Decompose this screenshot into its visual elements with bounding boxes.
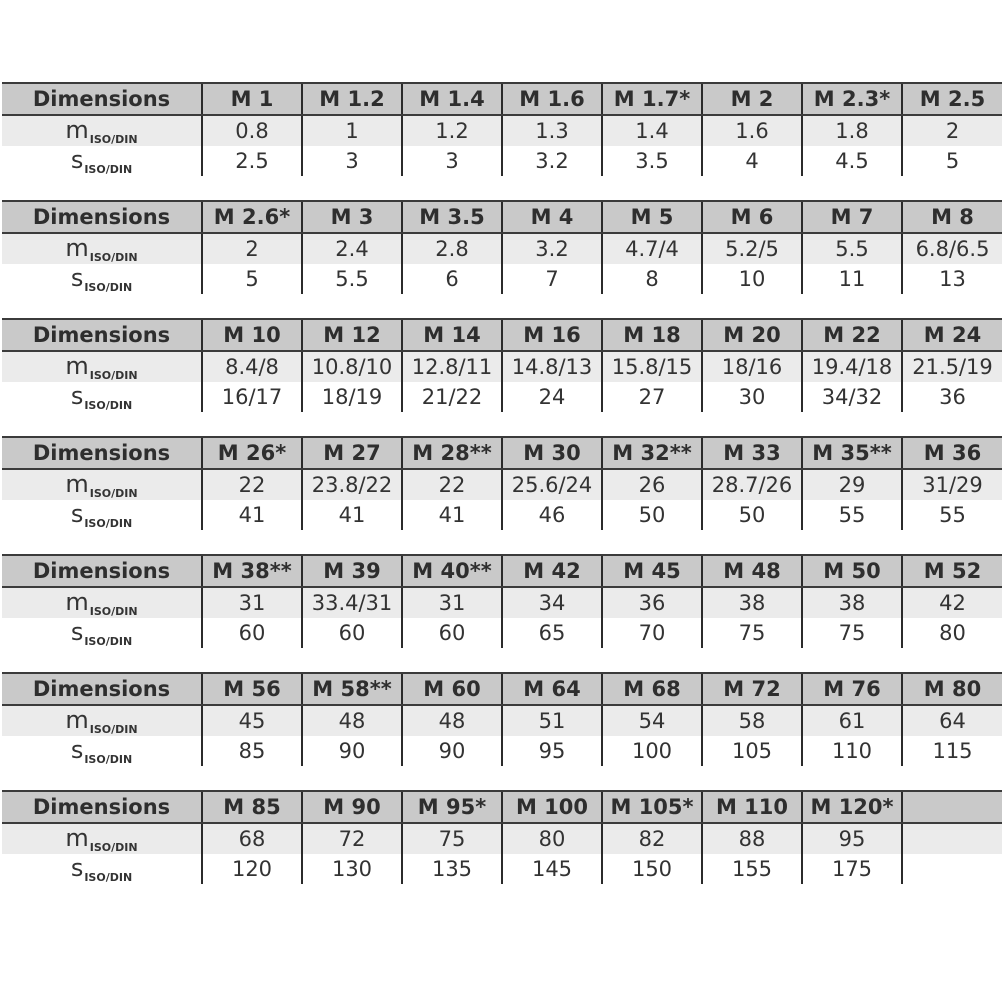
s-value-cell: 24: [502, 382, 602, 412]
s-value-cell: 46: [502, 500, 602, 530]
thread-size-cell: M 56: [202, 673, 302, 705]
m-symbol: m: [65, 588, 89, 616]
m-value-cell: 1.2: [402, 115, 502, 146]
thread-size-cell: M 1.6: [502, 83, 602, 115]
s-value-cell: 135: [402, 854, 502, 884]
thread-size-cell: M 110: [702, 791, 802, 823]
iso-din-subscript: ISO/DIN: [89, 841, 138, 854]
m-value-cell: 95: [802, 823, 902, 854]
dimension-table: [2, 672, 1002, 766]
iso-din-subscript: ISO/DIN: [89, 133, 138, 146]
dimension-block: [2, 82, 1002, 176]
thread-size-cell: M 50: [802, 555, 902, 587]
s-value-cell: 85: [202, 736, 302, 766]
s-value-cell: 55: [902, 500, 1002, 530]
thread-size-cell: M 36: [902, 437, 1002, 469]
m-value-cell: 82: [602, 823, 702, 854]
s-iso-din-label: [2, 736, 202, 766]
s-value-cell: 110: [802, 736, 902, 766]
s-value-cell: 120: [202, 854, 302, 884]
m-symbol: m: [65, 824, 89, 852]
width-across-flats-row: [2, 500, 1002, 530]
nut-height-row: [2, 705, 1002, 736]
iso-din-subscript: ISO/DIN: [89, 487, 138, 500]
m-value-cell: 1.4: [602, 115, 702, 146]
m-symbol: m: [65, 234, 89, 262]
dimension-table: [2, 82, 1002, 176]
thread-size-cell: M 80: [902, 673, 1002, 705]
size-header-row: [2, 201, 1002, 233]
m-iso-din-label: [2, 115, 202, 146]
thread-size-cell: M 12: [302, 319, 402, 351]
m-value-cell: 1: [302, 115, 402, 146]
dimensions-label: Dimensions: [2, 791, 202, 823]
thread-size-cell: M 27: [302, 437, 402, 469]
m-value-cell: 34: [502, 587, 602, 618]
s-value-cell: 41: [402, 500, 502, 530]
thread-size-cell: M 72: [702, 673, 802, 705]
thread-size-cell: M 45: [602, 555, 702, 587]
nut-height-row: [2, 823, 1002, 854]
thread-size-cell: M 10: [202, 319, 302, 351]
m-symbol: m: [65, 116, 89, 144]
s-value-cell: 13: [902, 264, 1002, 294]
m-value-cell: 88: [702, 823, 802, 854]
iso-din-subscript: ISO/DIN: [89, 251, 138, 264]
s-symbol: s: [70, 382, 84, 410]
iso-din-subscript: ISO/DIN: [89, 605, 138, 618]
s-value-cell: 70: [602, 618, 702, 648]
s-symbol: s: [70, 736, 84, 764]
dimension-block: [2, 318, 1002, 412]
s-value-cell: 21/22: [402, 382, 502, 412]
m-iso-din-label: [2, 823, 202, 854]
m-value-cell: 54: [602, 705, 702, 736]
m-iso-din-label: [2, 233, 202, 264]
s-symbol: s: [70, 500, 84, 528]
thread-size-cell: M 3: [302, 201, 402, 233]
m-value-cell: 28.7/26: [702, 469, 802, 500]
width-across-flats-row: [2, 736, 1002, 766]
size-header-row: [2, 83, 1002, 115]
iso-din-subscript: ISO/DIN: [84, 399, 133, 412]
size-header-row: [2, 555, 1002, 587]
m-value-cell: 2: [202, 233, 302, 264]
iso-din-subscript: ISO/DIN: [84, 753, 133, 766]
m-value-cell: 12.8/11: [402, 351, 502, 382]
nut-height-row: [2, 115, 1002, 146]
dimension-block: [2, 554, 1002, 648]
dimension-table: [2, 790, 1002, 884]
thread-size-cell: M 30: [502, 437, 602, 469]
m-iso-din-label: [2, 705, 202, 736]
s-value-cell: 150: [602, 854, 702, 884]
dimensions-label: Dimensions: [2, 437, 202, 469]
thread-size-cell: M 14: [402, 319, 502, 351]
m-value-cell: 42: [902, 587, 1002, 618]
m-symbol: m: [65, 706, 89, 734]
thread-size-cell: M 2.5: [902, 83, 1002, 115]
s-value-cell: 95: [502, 736, 602, 766]
s-iso-din-label: [2, 854, 202, 884]
size-header-row: [2, 673, 1002, 705]
m-value-cell: 36: [602, 587, 702, 618]
s-value-cell: 8: [602, 264, 702, 294]
width-across-flats-row: [2, 146, 1002, 176]
nut-height-row: [2, 233, 1002, 264]
m-value-cell: 2.8: [402, 233, 502, 264]
s-value-cell: 4.5: [802, 146, 902, 176]
s-value-cell: 50: [702, 500, 802, 530]
thread-size-cell: M 1.7*: [602, 83, 702, 115]
s-value-cell: 90: [402, 736, 502, 766]
thread-size-cell: M 85: [202, 791, 302, 823]
m-value-cell: 68: [202, 823, 302, 854]
s-value-cell: 27: [602, 382, 702, 412]
m-value-cell: 5.2/5: [702, 233, 802, 264]
m-value-cell: 2.4: [302, 233, 402, 264]
m-value-cell: 5.5: [802, 233, 902, 264]
m-value-cell: 72: [302, 823, 402, 854]
thread-size-cell: M 40**: [402, 555, 502, 587]
m-value-cell: 22: [402, 469, 502, 500]
s-value-cell: 3: [402, 146, 502, 176]
s-value-cell: 3.2: [502, 146, 602, 176]
s-value-cell: [902, 854, 1002, 884]
m-value-cell: 25.6/24: [502, 469, 602, 500]
m-value-cell: 48: [402, 705, 502, 736]
s-value-cell: 18/19: [302, 382, 402, 412]
m-value-cell: 58: [702, 705, 802, 736]
dimensions-label: Dimensions: [2, 673, 202, 705]
thread-size-cell: M 76: [802, 673, 902, 705]
s-iso-din-label: [2, 382, 202, 412]
nut-height-row: [2, 469, 1002, 500]
iso-din-subscript: ISO/DIN: [84, 163, 133, 176]
s-iso-din-label: [2, 264, 202, 294]
width-across-flats-row: [2, 264, 1002, 294]
s-value-cell: 80: [902, 618, 1002, 648]
thread-size-cell: M 48: [702, 555, 802, 587]
thread-size-cell: M 1: [202, 83, 302, 115]
thread-size-cell: M 7: [802, 201, 902, 233]
s-value-cell: 41: [202, 500, 302, 530]
dimension-block: [2, 436, 1002, 530]
width-across-flats-row: [2, 854, 1002, 884]
m-value-cell: 10.8/10: [302, 351, 402, 382]
thread-size-cell: M 16: [502, 319, 602, 351]
m-value-cell: 45: [202, 705, 302, 736]
s-iso-din-label: [2, 500, 202, 530]
nut-height-row: [2, 351, 1002, 382]
iso-din-subscript: ISO/DIN: [84, 517, 133, 530]
thread-size-cell: M 8: [902, 201, 1002, 233]
s-value-cell: 3: [302, 146, 402, 176]
thread-size-cell: M 1.2: [302, 83, 402, 115]
thread-size-cell: M 33: [702, 437, 802, 469]
dimension-table: [2, 200, 1002, 294]
s-value-cell: 3.5: [602, 146, 702, 176]
iso-din-subscript: ISO/DIN: [84, 281, 133, 294]
dimension-block: [2, 672, 1002, 766]
s-value-cell: 60: [202, 618, 302, 648]
s-value-cell: 130: [302, 854, 402, 884]
thread-size-cell: M 60: [402, 673, 502, 705]
s-value-cell: 5: [202, 264, 302, 294]
m-iso-din-label: [2, 351, 202, 382]
s-symbol: s: [70, 264, 84, 292]
thread-size-cell: M 58**: [302, 673, 402, 705]
s-value-cell: 36: [902, 382, 1002, 412]
m-value-cell: 21.5/19: [902, 351, 1002, 382]
s-value-cell: 16/17: [202, 382, 302, 412]
thread-size-cell: M 2: [702, 83, 802, 115]
s-value-cell: 6: [402, 264, 502, 294]
s-iso-din-label: [2, 618, 202, 648]
thread-size-cell: M 28**: [402, 437, 502, 469]
dimension-table: [2, 554, 1002, 648]
s-value-cell: 34/32: [802, 382, 902, 412]
m-value-cell: 26: [602, 469, 702, 500]
m-value-cell: 38: [702, 587, 802, 618]
thread-size-cell: M 68: [602, 673, 702, 705]
dimension-block: [2, 200, 1002, 294]
thread-size-cell: M 32**: [602, 437, 702, 469]
thread-size-cell: M 100: [502, 791, 602, 823]
m-value-cell: 80: [502, 823, 602, 854]
m-iso-din-label: [2, 469, 202, 500]
m-value-cell: 31: [202, 587, 302, 618]
dimensions-tables: [2, 82, 1002, 884]
size-header-row: [2, 791, 1002, 823]
thread-size-cell: M 2.6*: [202, 201, 302, 233]
iso-din-subscript: ISO/DIN: [89, 369, 138, 382]
m-value-cell: 18/16: [702, 351, 802, 382]
size-header-row: [2, 319, 1002, 351]
dimensions-label: Dimensions: [2, 83, 202, 115]
thread-size-cell: M 24: [902, 319, 1002, 351]
s-value-cell: 50: [602, 500, 702, 530]
m-value-cell: 23.8/22: [302, 469, 402, 500]
s-value-cell: 175: [802, 854, 902, 884]
m-symbol: m: [65, 470, 89, 498]
m-value-cell: 3.2: [502, 233, 602, 264]
thread-size-cell: M 90: [302, 791, 402, 823]
m-value-cell: 0.8: [202, 115, 302, 146]
m-value-cell: 1.6: [702, 115, 802, 146]
dimensions-label: Dimensions: [2, 555, 202, 587]
m-value-cell: 75: [402, 823, 502, 854]
s-value-cell: 75: [702, 618, 802, 648]
s-value-cell: 65: [502, 618, 602, 648]
m-symbol: m: [65, 352, 89, 380]
m-value-cell: 14.8/13: [502, 351, 602, 382]
m-value-cell: 6.8/6.5: [902, 233, 1002, 264]
s-value-cell: 7: [502, 264, 602, 294]
s-value-cell: 5.5: [302, 264, 402, 294]
s-value-cell: 100: [602, 736, 702, 766]
s-symbol: s: [70, 146, 84, 174]
m-value-cell: 61: [802, 705, 902, 736]
s-value-cell: 55: [802, 500, 902, 530]
width-across-flats-row: [2, 618, 1002, 648]
m-value-cell: 19.4/18: [802, 351, 902, 382]
s-value-cell: 145: [502, 854, 602, 884]
s-value-cell: 5: [902, 146, 1002, 176]
thread-size-cell: M 39: [302, 555, 402, 587]
width-across-flats-row: [2, 382, 1002, 412]
s-value-cell: 115: [902, 736, 1002, 766]
thread-size-cell: M 3.5: [402, 201, 502, 233]
m-value-cell: 8.4/8: [202, 351, 302, 382]
thread-size-cell: [902, 791, 1002, 823]
m-value-cell: [902, 823, 1002, 854]
thread-size-cell: M 18: [602, 319, 702, 351]
m-value-cell: 38: [802, 587, 902, 618]
dimension-table: [2, 318, 1002, 412]
m-value-cell: 64: [902, 705, 1002, 736]
thread-size-cell: M 4: [502, 201, 602, 233]
s-symbol: s: [70, 618, 84, 646]
thread-size-cell: M 95*: [402, 791, 502, 823]
m-value-cell: 2: [902, 115, 1002, 146]
dimension-table: [2, 436, 1002, 530]
thread-size-cell: M 6: [702, 201, 802, 233]
thread-size-cell: M 42: [502, 555, 602, 587]
m-value-cell: 31: [402, 587, 502, 618]
thread-size-cell: M 64: [502, 673, 602, 705]
s-value-cell: 90: [302, 736, 402, 766]
thread-size-cell: M 35**: [802, 437, 902, 469]
thread-size-cell: M 20: [702, 319, 802, 351]
s-value-cell: 105: [702, 736, 802, 766]
s-value-cell: 30: [702, 382, 802, 412]
dimensions-label: Dimensions: [2, 319, 202, 351]
m-value-cell: 51: [502, 705, 602, 736]
m-value-cell: 22: [202, 469, 302, 500]
dimensions-label: Dimensions: [2, 201, 202, 233]
m-value-cell: 31/29: [902, 469, 1002, 500]
size-header-row: [2, 437, 1002, 469]
m-value-cell: 1.8: [802, 115, 902, 146]
m-value-cell: 1.3: [502, 115, 602, 146]
thread-size-cell: M 5: [602, 201, 702, 233]
iso-din-subscript: ISO/DIN: [89, 723, 138, 736]
thread-size-cell: M 1.4: [402, 83, 502, 115]
thread-size-cell: M 52: [902, 555, 1002, 587]
thread-size-cell: M 38**: [202, 555, 302, 587]
s-value-cell: 10: [702, 264, 802, 294]
m-value-cell: 33.4/31: [302, 587, 402, 618]
s-value-cell: 11: [802, 264, 902, 294]
s-iso-din-label: [2, 146, 202, 176]
thread-size-cell: M 22: [802, 319, 902, 351]
m-value-cell: 4.7/4: [602, 233, 702, 264]
m-value-cell: 29: [802, 469, 902, 500]
s-value-cell: 60: [302, 618, 402, 648]
thread-size-cell: M 105*: [602, 791, 702, 823]
m-iso-din-label: [2, 587, 202, 618]
dimension-block: [2, 790, 1002, 884]
s-value-cell: 4: [702, 146, 802, 176]
s-value-cell: 2.5: [202, 146, 302, 176]
s-value-cell: 60: [402, 618, 502, 648]
thread-size-cell: M 120*: [802, 791, 902, 823]
s-symbol: s: [70, 854, 84, 882]
m-value-cell: 48: [302, 705, 402, 736]
thread-size-cell: M 26*: [202, 437, 302, 469]
nut-height-row: [2, 587, 1002, 618]
s-value-cell: 75: [802, 618, 902, 648]
thread-size-cell: M 2.3*: [802, 83, 902, 115]
iso-din-subscript: ISO/DIN: [84, 871, 133, 884]
s-value-cell: 41: [302, 500, 402, 530]
s-value-cell: 155: [702, 854, 802, 884]
m-value-cell: 15.8/15: [602, 351, 702, 382]
iso-din-subscript: ISO/DIN: [84, 635, 133, 648]
